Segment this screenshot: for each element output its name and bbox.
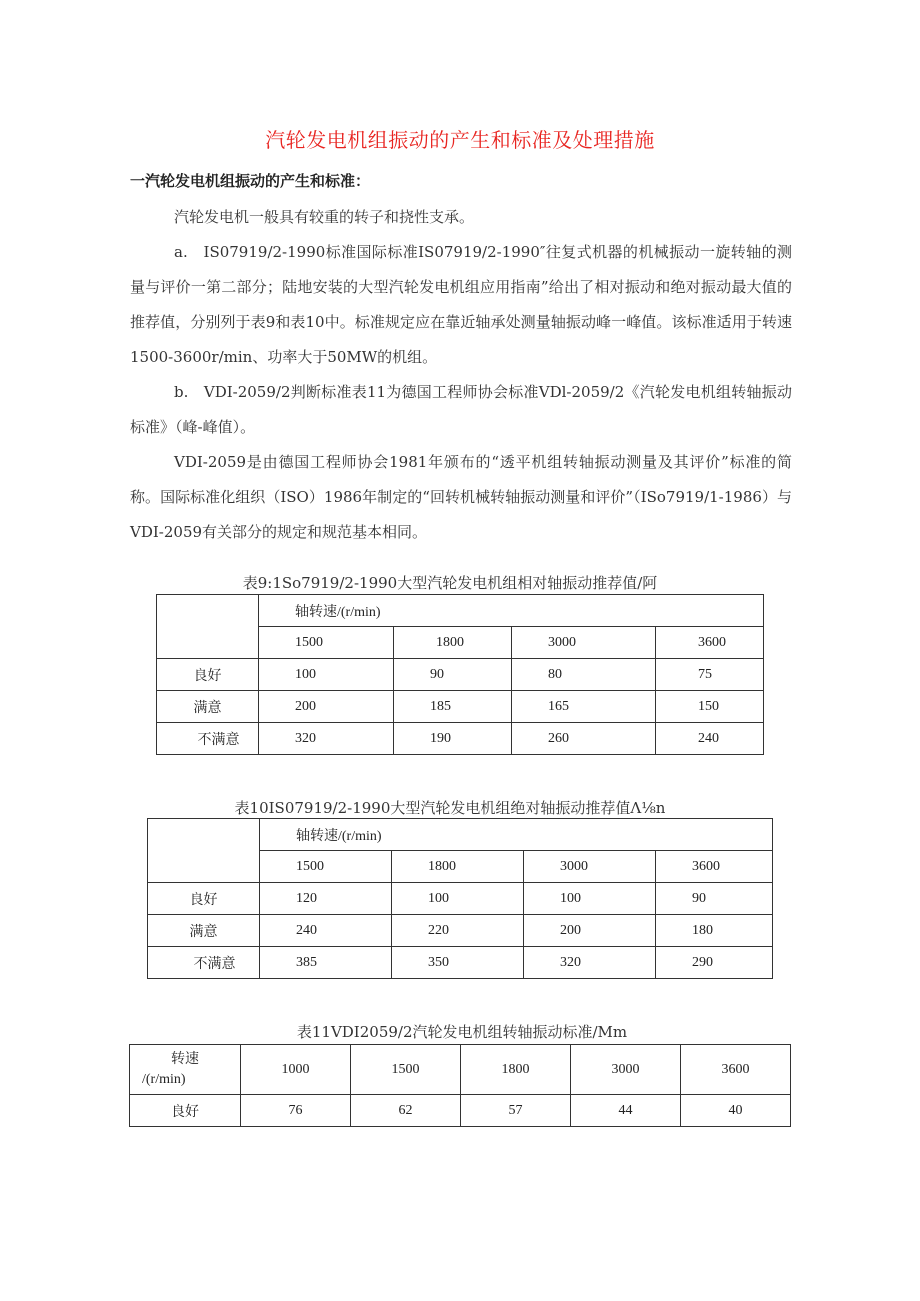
table-cell: 385 xyxy=(260,947,392,979)
table10-speed-3000: 3000 xyxy=(524,851,656,883)
table9-caption: 表9:1So7919/2-1990大型汽轮发电机组相对轴振动推荐值/阿 xyxy=(242,574,658,592)
table-row xyxy=(157,595,764,627)
table-cell: 165 xyxy=(512,691,656,723)
table-row xyxy=(157,659,764,691)
table-cell: 40 xyxy=(681,1095,791,1127)
table11-speed-1000: 1000 xyxy=(241,1045,351,1095)
table11-speed-3600: 3600 xyxy=(681,1045,791,1095)
paragraph-intro: 汽轮发电机一般具有较重的转子和挠性支承。 xyxy=(174,208,475,226)
table-row xyxy=(130,1045,791,1095)
table-cell: 260 xyxy=(512,723,656,755)
paragraph-iso-standard: a. IS07919/2-1990标准国际标准IS07919/2-1990″往复式机器的机械振动一旋转轴的测量与评价一第二部分；陆地安装的大型汽轮发电机组应用指南”给出了相对振动和绝对振动最大值的推荐值，分别列于表9和表10中。标准规定应在靠近轴承处测量轴振动峰一峰值。该标准适用于转速1500-3600r/min、功率大于50MW的机组。 xyxy=(130,243,792,366)
table-cell: 90 xyxy=(656,883,773,915)
table-cell: 100 xyxy=(524,883,656,915)
table-row xyxy=(148,947,773,979)
table-cell: 180 xyxy=(656,915,773,947)
paragraph-vdi-standard: b. VDI-2059/2判断标准表11为德国工程师协会标准VDl-2059/2《汽轮发电机组转轴振动标准》（峰-峰值）。 xyxy=(130,383,792,436)
speed-label-line2: /(r/min) xyxy=(142,1071,186,1087)
table-row xyxy=(157,691,764,723)
row-label: 不满意 xyxy=(157,723,259,755)
table-cell: 62 xyxy=(351,1095,461,1127)
table-cell: 200 xyxy=(259,691,394,723)
table9 xyxy=(156,594,764,755)
table-cell: 120 xyxy=(260,883,392,915)
table-cell: 76 xyxy=(241,1095,351,1127)
table-cell: 200 xyxy=(524,915,656,947)
table11-speed-label xyxy=(130,1045,241,1095)
table9-speed-header: 轴转速/(r/min) xyxy=(259,595,764,627)
table9-speed-3000: 3000 xyxy=(512,627,656,659)
table9-speed-1800: 1800 xyxy=(394,627,512,659)
table-row xyxy=(148,915,773,947)
table11-speed-3000: 3000 xyxy=(571,1045,681,1095)
table-cell: 90 xyxy=(394,659,512,691)
table11 xyxy=(129,1044,791,1127)
table-cell: 185 xyxy=(394,691,512,723)
table9-speed-3600: 3600 xyxy=(656,627,764,659)
table-cell: 57 xyxy=(461,1095,571,1127)
table10 xyxy=(147,818,773,979)
table-cell: 150 xyxy=(656,691,764,723)
table-row xyxy=(130,1095,791,1127)
table-row xyxy=(157,723,764,755)
table10-speed-1800: 1800 xyxy=(392,851,524,883)
paragraph-vdi-history: VDI-2059是由德国工程师协会1981年颁布的“透平机组转轴振动测量及其评价”标准的简称。国际标准化组织（ISO）1986年制定的“回转机械转轴振动测量和评价”（ISo7919/1-1986）与VDI-2059有关部分的规定和规范基本相同。 xyxy=(130,453,792,541)
table-cell: 190 xyxy=(394,723,512,755)
table-cell: 100 xyxy=(392,883,524,915)
table-cell: 240 xyxy=(260,915,392,947)
table10-corner-cell xyxy=(148,819,260,883)
table-cell: 290 xyxy=(656,947,773,979)
table-cell: 320 xyxy=(524,947,656,979)
table9-speed-1500: 1500 xyxy=(259,627,394,659)
speed-label-line1: 转速 xyxy=(171,1051,199,1067)
table11-speed-1800: 1800 xyxy=(461,1045,571,1095)
table10-speed-3600: 3600 xyxy=(656,851,773,883)
page-title: 汽轮发电机组振动的产生和标准及处理措施 xyxy=(265,128,655,152)
table10-caption: 表10IS07919/2-1990大型汽轮发电机组绝对轴振动推荐值Λ⅛n xyxy=(234,799,666,817)
table10-speed-1500: 1500 xyxy=(260,851,392,883)
row-label: 良好 xyxy=(130,1095,241,1127)
section-heading: 一汽轮发电机组振动的产生和标准： xyxy=(130,172,371,190)
table-row xyxy=(148,883,773,915)
table-cell: 75 xyxy=(656,659,764,691)
table-cell: 44 xyxy=(571,1095,681,1127)
row-label: 满意 xyxy=(148,915,260,947)
table-cell: 80 xyxy=(512,659,656,691)
table11-caption: 表11VDI2059/2汽轮发电机组转轴振动标准/Mm xyxy=(296,1023,628,1041)
row-label: 满意 xyxy=(157,691,259,723)
table11-speed-1500: 1500 xyxy=(351,1045,461,1095)
table-cell: 240 xyxy=(656,723,764,755)
table10-speed-header: 轴转速/(r/min) xyxy=(260,819,773,851)
table-row xyxy=(148,819,773,851)
row-label: 不满意 xyxy=(148,947,260,979)
table9-corner-cell xyxy=(157,595,259,659)
table-cell: 100 xyxy=(259,659,394,691)
table-cell: 220 xyxy=(392,915,524,947)
table-cell: 320 xyxy=(259,723,394,755)
row-label: 良好 xyxy=(157,659,259,691)
row-label: 良好 xyxy=(148,883,260,915)
table-cell: 350 xyxy=(392,947,524,979)
